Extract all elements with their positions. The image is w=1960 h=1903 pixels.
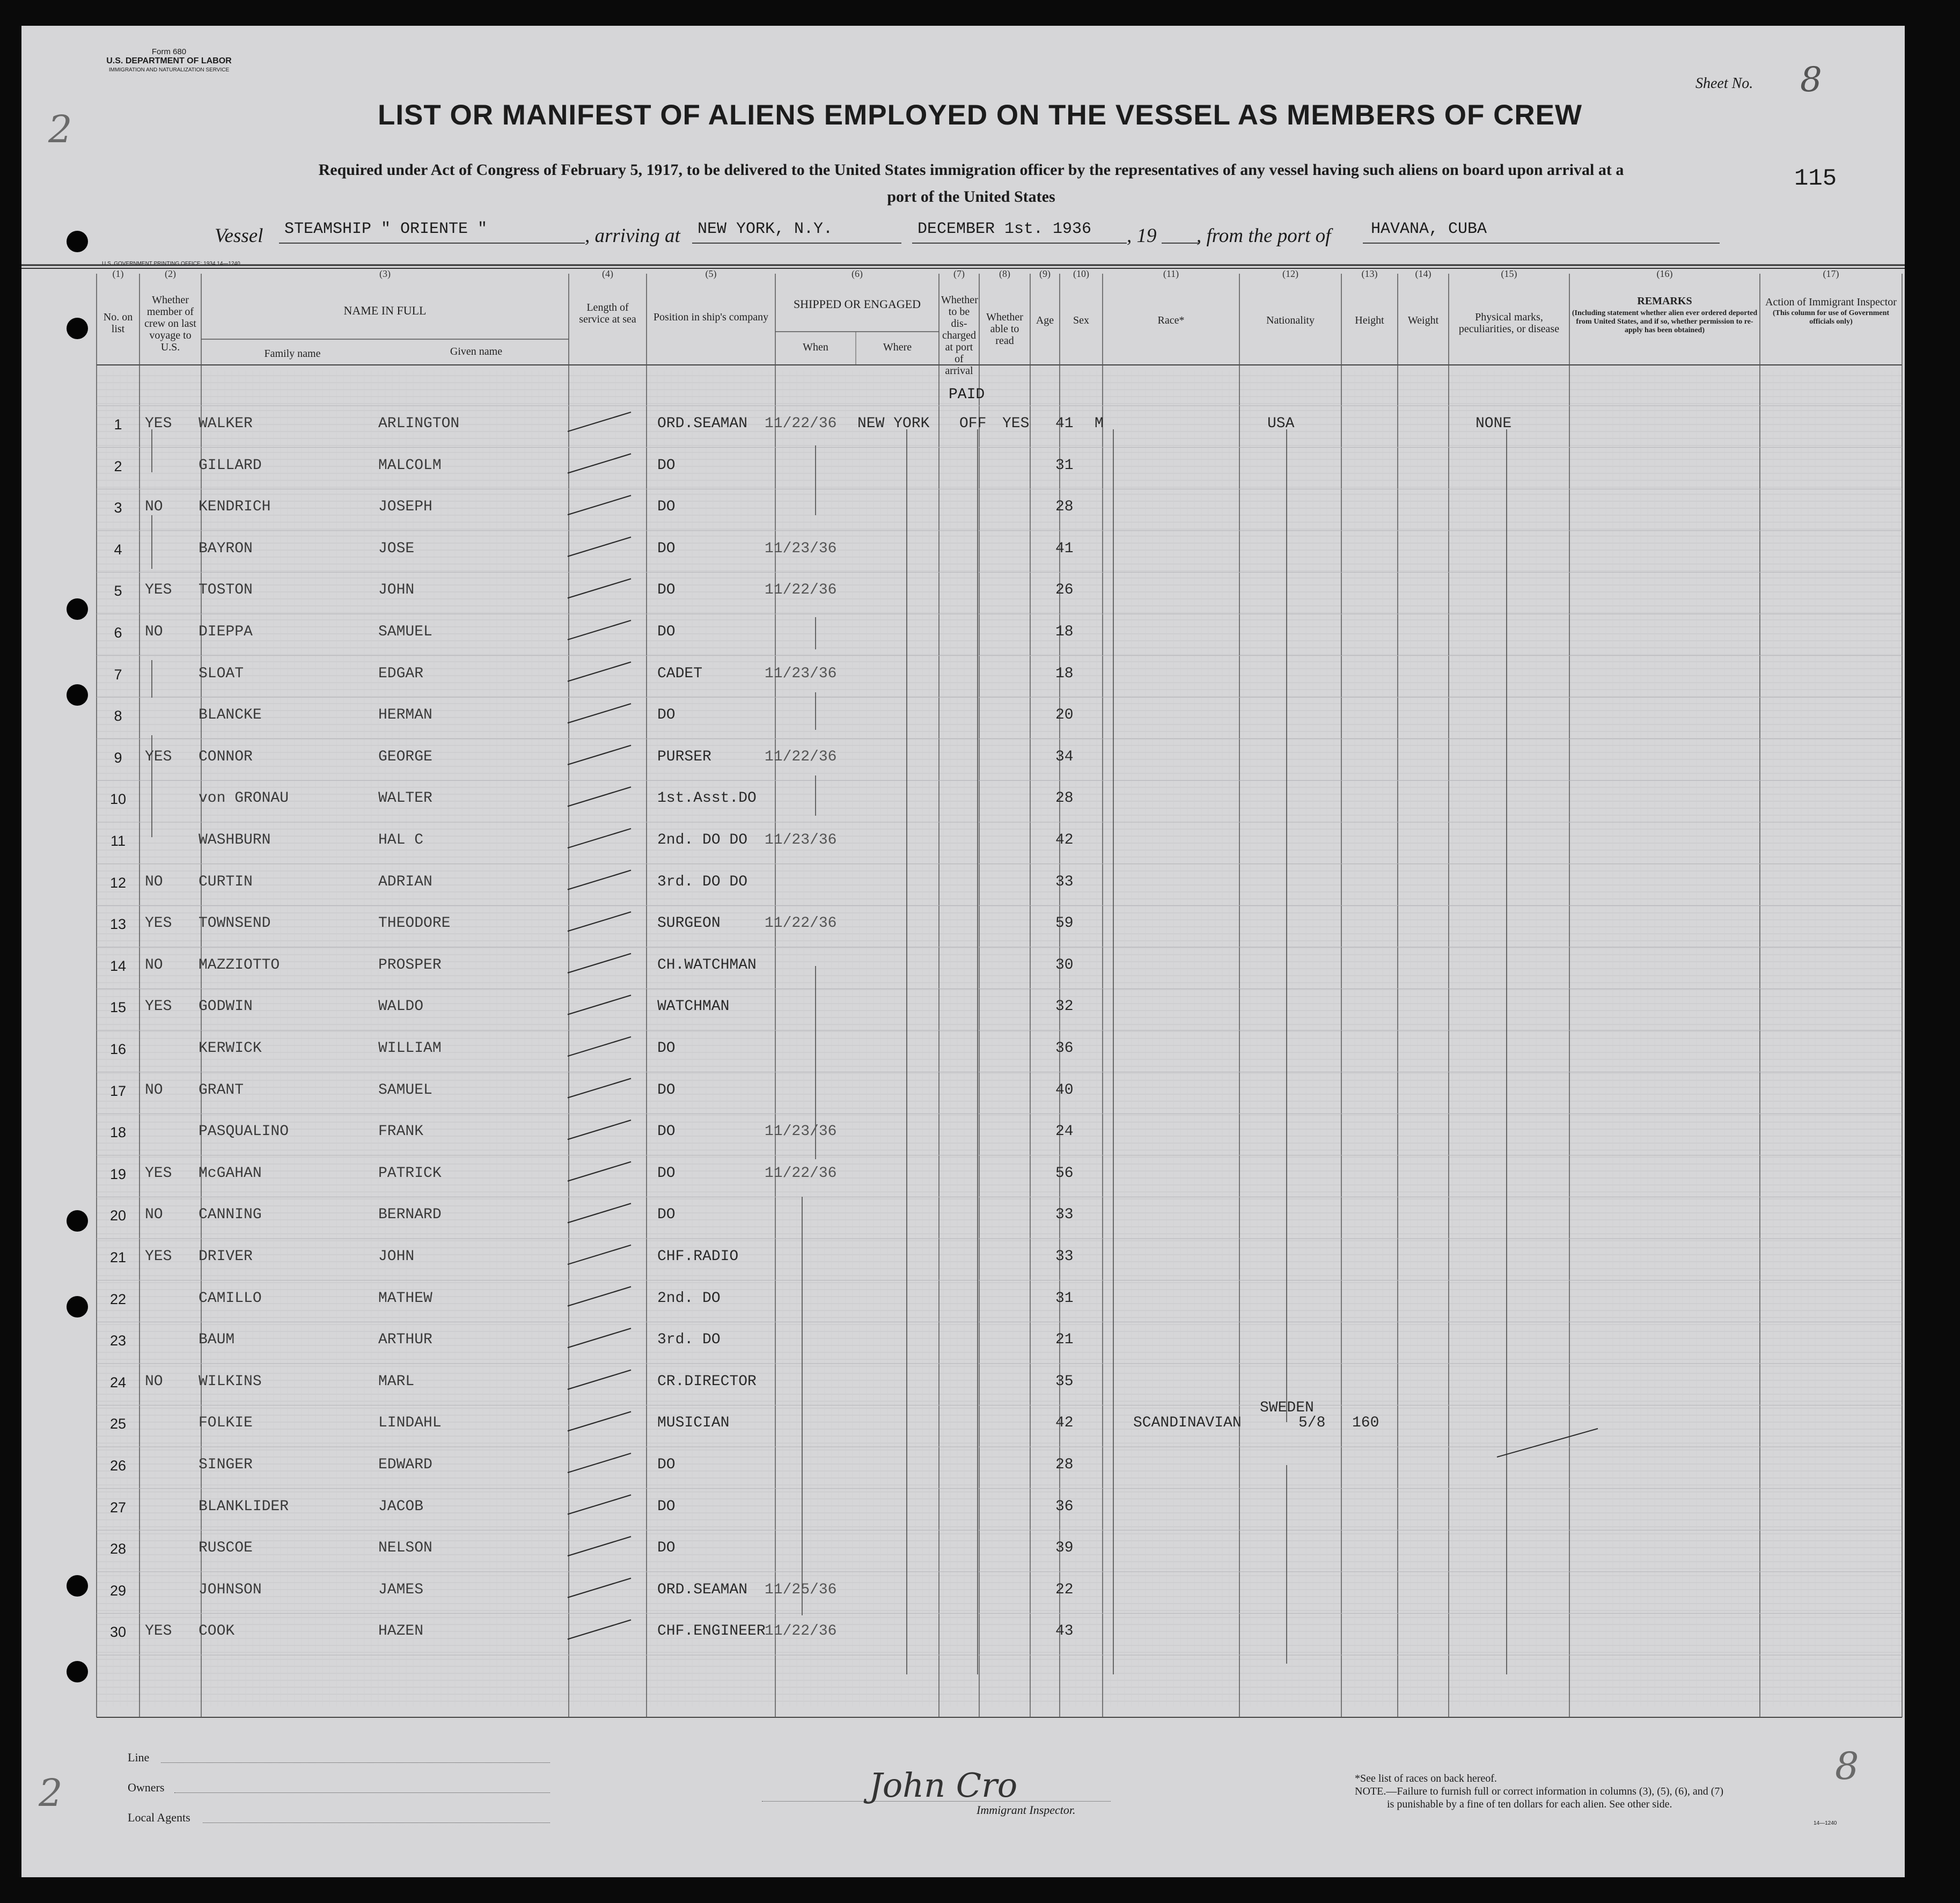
- last-voyage-cell: YES: [145, 415, 172, 432]
- shipped-when-cell: 11/22/36: [765, 1623, 837, 1640]
- given-name-cell: MALCOLM: [378, 457, 442, 474]
- family-name-cell: WILKINS: [199, 1373, 262, 1390]
- given-name-cell: BERNARD: [378, 1206, 442, 1224]
- age-cell: 31: [1055, 1290, 1074, 1307]
- given-name-cell: JOSE: [378, 540, 415, 557]
- column-number: (17): [1823, 268, 1839, 279]
- column-number: (4): [602, 268, 613, 279]
- row-number: 21: [109, 1249, 127, 1265]
- family-name-cell: McGAHAN: [199, 1165, 262, 1182]
- last-voyage-cell: YES: [145, 915, 172, 932]
- family-name-cell: PASQUALINO: [199, 1123, 289, 1140]
- position-cell: WATCHMAN: [657, 998, 730, 1015]
- column-header: Weight: [1407, 314, 1439, 326]
- given-name-cell: ARTHUR: [378, 1331, 432, 1349]
- row-number: 5: [114, 583, 122, 599]
- row-number: 23: [109, 1333, 127, 1349]
- family-name-cell: CURTIN: [199, 873, 253, 890]
- position-cell: DO: [657, 1040, 676, 1057]
- age-cell: 36: [1055, 1040, 1074, 1057]
- column-header: SHIPPED OR ENGAGED: [793, 297, 921, 311]
- vessel-label: Vessel: [215, 225, 263, 247]
- column-number: (15): [1501, 268, 1517, 279]
- age-cell: 35: [1055, 1373, 1074, 1390]
- given-name-cell: JOHN: [378, 582, 415, 599]
- row-number: 30: [109, 1624, 127, 1641]
- position-cell: DO: [657, 1165, 676, 1182]
- given-name-cell: HERMAN: [378, 707, 432, 724]
- physical-marks-cell: NONE: [1475, 415, 1512, 432]
- binder-hole: [67, 1296, 88, 1318]
- age-cell: 28: [1055, 790, 1074, 807]
- position-cell: CADET: [657, 665, 703, 682]
- column-header: NAME IN FULL: [343, 304, 427, 317]
- given-name-cell: FRANK: [378, 1123, 424, 1140]
- column-subheader: (This column for use of Government officials only): [1772, 309, 1890, 326]
- subtitle-line-1: Required under Act of Congress of February 5, 1917, to be delivered to the United States immigration officer by the representatives of any vessel having such aliens on board upon arrival at a: [318, 161, 1624, 179]
- penalty-note-2: is punishable by a fine of ten dollars for each alien. See other side.: [1387, 1798, 1672, 1810]
- row-number: 17: [109, 1082, 127, 1099]
- position-cell: 3rd. DO DO: [657, 873, 748, 890]
- row-number: 8: [114, 708, 122, 724]
- given-name-cell: MATHEW: [378, 1290, 432, 1307]
- row-number: 24: [109, 1374, 127, 1390]
- given-name-cell: WILLIAM: [378, 1040, 442, 1057]
- position-cell: DO: [657, 1456, 676, 1473]
- age-cell: 39: [1055, 1540, 1074, 1557]
- given-name-cell: SAMUEL: [378, 624, 432, 640]
- age-cell: 40: [1055, 1081, 1074, 1099]
- family-name-cell: SINGER: [199, 1456, 253, 1473]
- given-name-cell: JOHN: [378, 1248, 415, 1265]
- position-cell: DO: [657, 540, 676, 557]
- age-cell: 56: [1055, 1165, 1074, 1182]
- last-voyage-cell: YES: [145, 1623, 172, 1640]
- shipped-when-cell: 11/23/36: [765, 832, 837, 848]
- row-number: 14: [109, 957, 127, 974]
- page-number: 115: [1794, 165, 1837, 192]
- column-number: (14): [1415, 268, 1432, 279]
- age-cell: 31: [1055, 457, 1074, 474]
- discharged-cell: OFF: [959, 415, 987, 432]
- age-cell: 24: [1055, 1123, 1074, 1140]
- last-voyage-cell: YES: [145, 582, 172, 599]
- given-name-cell: MARL: [378, 1373, 415, 1390]
- given-name-cell: SAMUEL: [378, 1081, 432, 1099]
- given-name-cell: GEORGE: [378, 748, 432, 765]
- arrival-port: NEW YORK, N.Y.: [698, 220, 833, 238]
- given-name-cell: EDGAR: [378, 665, 424, 682]
- column-subheader: Where: [883, 341, 912, 353]
- column-number: (2): [165, 268, 176, 279]
- given-name-cell: NELSON: [378, 1540, 432, 1557]
- corner-mark-bottom-right: 8: [1835, 1744, 1859, 1788]
- position-cell: SURGEON: [657, 915, 721, 932]
- family-name-cell: RUSCOE: [199, 1540, 253, 1557]
- family-name-cell: MAZZIOTTO: [199, 956, 280, 974]
- row-number: 19: [109, 1166, 127, 1182]
- column-header: Race*: [1157, 314, 1185, 326]
- position-cell: DO: [657, 457, 676, 474]
- last-voyage-cell: NO: [145, 1081, 163, 1099]
- family-name-cell: TOWNSEND: [199, 915, 271, 932]
- binder-hole: [67, 684, 88, 706]
- column-number: (3): [379, 268, 391, 279]
- column-number: (8): [999, 268, 1010, 279]
- family-name-cell: BAYRON: [199, 540, 253, 557]
- given-name-cell: WALTER: [378, 790, 432, 807]
- row-number: 13: [109, 916, 127, 933]
- shipped-when-cell: 11/22/36: [765, 748, 837, 765]
- row-number: 15: [109, 999, 127, 1016]
- shipped-when-cell: 11/23/36: [765, 1123, 837, 1140]
- last-voyage-cell: NO: [145, 499, 163, 516]
- column-number: (11): [1163, 268, 1179, 279]
- position-cell: CR.DIRECTOR: [657, 1373, 757, 1390]
- column-number: (16): [1656, 268, 1673, 279]
- position-cell: 1st.Asst.DO: [657, 790, 757, 807]
- family-name-cell: KERWICK: [199, 1040, 262, 1057]
- column-subheader: (Including statement whether alien ever ordered deported from United States, and if so, whether permission to re-apply has been obtained): [1572, 309, 1758, 334]
- age-cell: 33: [1055, 873, 1074, 890]
- read-cell: YES: [1002, 415, 1030, 432]
- family-name-cell: KENDRICH: [199, 499, 271, 516]
- position-cell: DO: [657, 1206, 676, 1224]
- age-cell: 41: [1055, 540, 1074, 557]
- family-name-cell: GODWIN: [199, 998, 253, 1015]
- service-name: IMMIGRATION AND NATURALIZATION SERVICE: [108, 67, 230, 73]
- age-cell: 32: [1055, 998, 1074, 1015]
- last-voyage-cell: YES: [145, 748, 172, 765]
- family-name-cell: von GRONAU: [199, 790, 289, 807]
- column-header: Nationality: [1266, 314, 1315, 326]
- column-header: Age: [1036, 314, 1054, 326]
- family-name-cell: WALKER: [199, 415, 253, 432]
- from-port-label: , from the port of: [1196, 225, 1331, 247]
- inspector-label: Immigrant Inspector.: [977, 1803, 1076, 1817]
- shipped-when-cell: 11/25/36: [765, 1581, 837, 1598]
- column-header: Whether to be dis-charged at port of arrival: [941, 294, 978, 377]
- row-number: 1: [114, 416, 122, 433]
- column-header: Sex: [1073, 314, 1089, 326]
- departure-port: HAVANA, CUBA: [1371, 220, 1487, 238]
- row-number: 27: [109, 1499, 127, 1516]
- column-header: Whether member of crew on last voyage to U.S.: [144, 294, 196, 353]
- column-subheader: Given name: [450, 346, 503, 357]
- page-subtitle: [118, 157, 1824, 210]
- given-name-cell: PROSPER: [378, 956, 442, 974]
- row-number: 3: [114, 500, 122, 516]
- position-cell: PURSER: [657, 748, 711, 765]
- last-voyage-cell: NO: [145, 873, 163, 890]
- age-cell: 18: [1055, 624, 1074, 640]
- sex-cell: M: [1095, 415, 1104, 432]
- owners-label: Owners: [128, 1781, 165, 1794]
- family-name-cell: FOLKIE: [199, 1415, 253, 1432]
- shipped-when-cell: 11/22/36: [765, 582, 837, 599]
- row-number: 12: [109, 874, 127, 891]
- position-cell: DO: [657, 499, 676, 516]
- shipped-when-cell: 11/23/36: [765, 540, 837, 557]
- column-number: (13): [1361, 268, 1378, 279]
- family-name-cell: WASHBURN: [199, 832, 271, 848]
- family-name-cell: BAUM: [199, 1331, 235, 1349]
- race-cell: SCANDINAVIAN: [1133, 1415, 1242, 1432]
- family-name-cell: JOHNSON: [199, 1581, 262, 1598]
- age-cell: 36: [1055, 1498, 1074, 1515]
- column-number: (12): [1282, 268, 1298, 279]
- given-name-cell: WALDO: [378, 998, 424, 1015]
- given-name-cell: LINDAHL: [378, 1415, 442, 1432]
- last-voyage-cell: YES: [145, 1248, 172, 1265]
- form-code: 14—1240: [1814, 1820, 1837, 1826]
- age-cell: 34: [1055, 748, 1074, 765]
- family-name-cell: SLOAT: [199, 665, 244, 682]
- position-cell: CHF.RADIO: [657, 1248, 739, 1265]
- age-cell: 41: [1055, 415, 1074, 432]
- last-voyage-cell: NO: [145, 1373, 163, 1390]
- height-cell: 5/8: [1298, 1415, 1326, 1432]
- binder-hole: [67, 1210, 88, 1232]
- inspector-signature: John Cro: [869, 1766, 1018, 1805]
- vessel-name: STEAMSHIP " ORIENTE ": [284, 220, 488, 238]
- age-cell: 43: [1055, 1623, 1074, 1640]
- page-title: LIST OR MANIFEST OF ALIENS EMPLOYED ON THE VESSEL AS MEMBERS OF CREW: [377, 99, 1583, 131]
- shipped-when-cell: 11/23/36: [765, 665, 837, 682]
- arriving-label: , arriving at: [585, 225, 680, 247]
- position-cell: DO: [657, 1498, 676, 1515]
- shipped-when-cell: 11/22/36: [765, 415, 837, 432]
- position-cell: MUSICIAN: [657, 1415, 730, 1432]
- family-name-cell: GRANT: [199, 1081, 244, 1099]
- age-cell: 28: [1055, 1456, 1074, 1473]
- row-number: 29: [109, 1582, 127, 1599]
- row-number: 26: [109, 1458, 127, 1474]
- given-name-cell: ARLINGTON: [378, 415, 460, 432]
- given-name-cell: JAMES: [378, 1581, 424, 1598]
- binder-hole: [67, 231, 88, 252]
- printer-imprint: U.S. GOVERNMENT PRINTING OFFICE: 1934 14—1240: [102, 261, 240, 267]
- age-cell: 28: [1055, 499, 1074, 516]
- corner-mark-top: 2: [48, 107, 72, 151]
- row-number: 9: [114, 749, 122, 766]
- position-cell: 2nd. DO: [657, 1290, 721, 1307]
- column-number: (1): [112, 268, 124, 279]
- row-number: 7: [114, 666, 122, 683]
- arrival-date: DECEMBER 1st. 1936: [917, 220, 1092, 238]
- nationality-cell: SWEDEN: [1260, 1400, 1314, 1417]
- given-name-cell: HAL C: [378, 832, 424, 848]
- age-cell: 22: [1055, 1581, 1074, 1598]
- position-cell: CH.WATCHMAN: [657, 956, 757, 974]
- column-subheader: When: [803, 341, 828, 353]
- row-number: 6: [114, 625, 122, 641]
- position-cell: DO: [657, 707, 676, 724]
- row-number: 25: [109, 1416, 127, 1432]
- family-name-cell: CANNING: [199, 1206, 262, 1224]
- subtitle-line-2: port of the United States: [887, 188, 1055, 206]
- age-cell: 42: [1055, 1415, 1074, 1432]
- shipped-when-cell: 11/22/36: [765, 915, 837, 932]
- family-name-cell: BLANCKE: [199, 707, 262, 724]
- local-agents-label: Local Agents: [128, 1811, 190, 1824]
- row-number: 18: [109, 1124, 127, 1141]
- position-cell: 3rd. DO: [657, 1331, 721, 1349]
- column-number: (6): [851, 268, 863, 279]
- age-cell: 33: [1055, 1206, 1074, 1224]
- position-cell: CHF.ENGINEER: [657, 1623, 766, 1640]
- age-cell: 21: [1055, 1331, 1074, 1349]
- family-name-cell: BLANKLIDER: [199, 1498, 289, 1515]
- shipped-where-cell: NEW YORK: [857, 415, 930, 432]
- age-cell: 33: [1055, 1248, 1074, 1265]
- row-number: 22: [109, 1291, 127, 1307]
- column-subheader: Family name: [264, 348, 321, 360]
- nationality-cell: USA: [1267, 415, 1295, 432]
- column-header: Position in ship's company: [653, 311, 769, 323]
- year-label: , 19: [1127, 225, 1157, 247]
- position-cell: DO: [657, 624, 676, 640]
- column-header: Length of service at sea: [579, 302, 636, 325]
- position-cell: DO: [657, 1081, 676, 1099]
- penalty-note-1: NOTE.—Failure to furnish full or correct information in columns (3), (5), (6), and (7): [1355, 1785, 1724, 1797]
- row-number: 16: [109, 1041, 127, 1057]
- family-name-cell: DRIVER: [199, 1248, 253, 1265]
- age-cell: 59: [1055, 915, 1074, 932]
- binder-hole: [67, 1661, 88, 1682]
- family-name-cell: CONNOR: [199, 748, 253, 765]
- column-number: (7): [953, 268, 965, 279]
- last-voyage-cell: NO: [145, 624, 163, 640]
- position-cell: ORD.SEAMAN: [657, 1581, 748, 1598]
- position-cell: DO: [657, 1123, 676, 1140]
- form-number: Form 680: [151, 47, 187, 56]
- binder-hole: [67, 598, 88, 620]
- family-name-cell: TOSTON: [199, 582, 253, 599]
- row-number: 4: [114, 541, 122, 558]
- family-name-cell: GILLARD: [199, 457, 262, 474]
- weight-cell: 160: [1352, 1415, 1379, 1432]
- given-name-cell: EDWARD: [378, 1456, 432, 1473]
- family-name-cell: DIEPPA: [199, 624, 253, 640]
- races-note: *See list of races on back hereof.: [1355, 1773, 1497, 1784]
- given-name-cell: THEODORE: [378, 915, 451, 932]
- given-name-cell: JOSEPH: [378, 499, 432, 516]
- column-header: REMARKS: [1637, 295, 1692, 307]
- column-number: (9): [1039, 268, 1051, 279]
- age-cell: 42: [1055, 832, 1074, 848]
- row-number: 28: [109, 1541, 127, 1557]
- position-cell: 2nd. DO DO: [657, 832, 748, 848]
- row-number: 2: [114, 458, 122, 474]
- age-cell: 20: [1055, 707, 1074, 724]
- position-cell: ORD.SEAMAN: [657, 415, 748, 432]
- column-header: Height: [1355, 314, 1384, 326]
- given-name-cell: ADRIAN: [378, 873, 432, 890]
- row-number: 11: [110, 833, 126, 849]
- position-cell: DO: [657, 1540, 676, 1557]
- row-number: 10: [109, 791, 127, 808]
- paid-note: PAID: [949, 386, 985, 403]
- last-voyage-cell: NO: [145, 1206, 163, 1224]
- binder-hole: [67, 1575, 88, 1597]
- age-cell: 26: [1055, 582, 1074, 599]
- shipped-when-cell: 11/22/36: [765, 1165, 837, 1182]
- given-name-cell: JACOB: [378, 1498, 424, 1515]
- department-name: U.S. DEPARTMENT OF LABOR: [106, 56, 232, 65]
- last-voyage-cell: YES: [145, 1165, 172, 1182]
- column-number: (10): [1073, 268, 1089, 279]
- column-header: Whether able to read: [986, 311, 1023, 347]
- last-voyage-cell: YES: [145, 998, 172, 1015]
- last-voyage-cell: NO: [145, 956, 163, 974]
- age-cell: 30: [1055, 956, 1074, 974]
- given-name-cell: HAZEN: [378, 1623, 424, 1640]
- family-name-cell: COOK: [199, 1623, 235, 1640]
- column-header: No. on list: [103, 311, 133, 335]
- column-header: Physical marks, peculiarities, or disease: [1458, 311, 1560, 335]
- family-name-cell: CAMILLO: [199, 1290, 262, 1307]
- column-header: Action of Immigrant Inspector: [1765, 296, 1897, 308]
- column-number: (5): [705, 268, 717, 279]
- row-number: 20: [109, 1207, 127, 1224]
- given-name-cell: PATRICK: [378, 1165, 442, 1182]
- sheet-label: Sheet No.: [1695, 75, 1753, 92]
- binder-hole: [67, 318, 88, 339]
- corner-mark-bottom-left: 2: [39, 1771, 63, 1815]
- line-label: Line: [128, 1751, 150, 1764]
- sheet-number: 8: [1800, 60, 1822, 100]
- age-cell: 18: [1055, 665, 1074, 682]
- position-cell: DO: [657, 582, 676, 599]
- form-identifier: [56, 47, 282, 75]
